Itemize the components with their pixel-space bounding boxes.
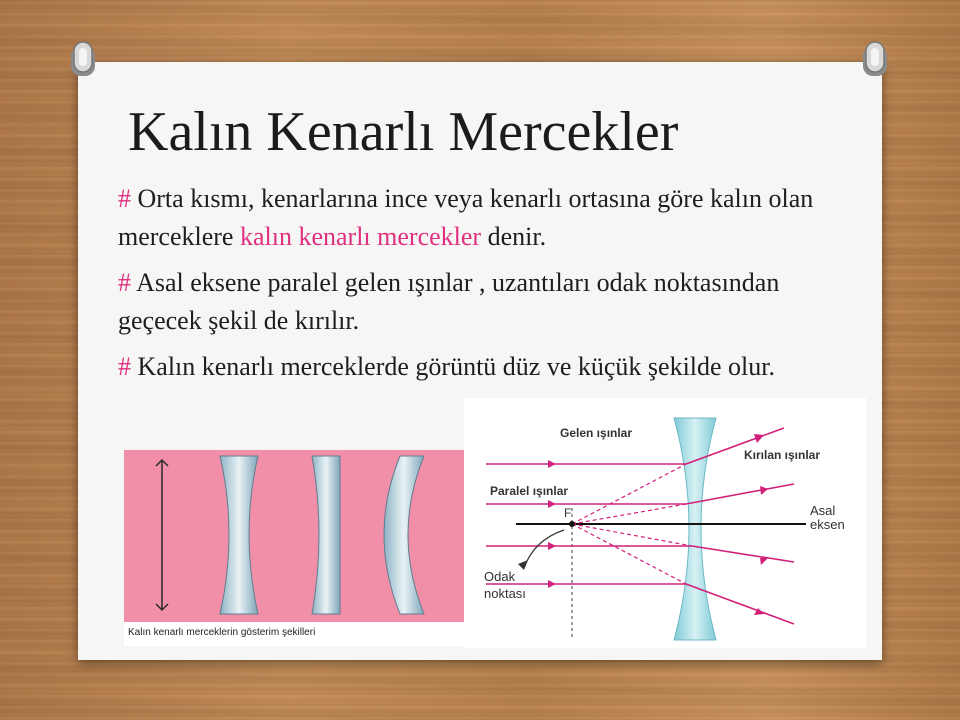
bullet-1-text-before: Orta kısmı, kenarlarına ince veya kenarlı ortasına göre kalın olan merceklere (118, 184, 814, 251)
bullet-2 (118, 264, 858, 340)
focus-pointer-arrow (524, 530, 564, 568)
label-focus: F (564, 506, 572, 520)
bullet-2-text: Asal eksene paralel gelen ışınlar , uzantıları odak noktasından geçecek şekil de kırılır. (118, 268, 780, 335)
slide-title: Kalın Kenarlı Mercekler (128, 101, 679, 163)
bullet-symbol: # (118, 268, 131, 297)
label-principal-axis: Asal eksen (810, 503, 845, 532)
ray-diagram-figure (464, 398, 866, 648)
concave-lens-icon (674, 418, 716, 640)
lens-shapes-figure (124, 450, 464, 646)
ray-diagram-illustration (464, 398, 866, 648)
bullet-3-text: Kalın kenarlı merceklerde görüntü düz ve küçük şekilde olur. (137, 352, 776, 381)
bullet-1 (118, 180, 858, 256)
label-parallel-rays: Paralel ışınlar (490, 484, 569, 498)
label-refracted-rays: Kırılan ışınlar (744, 448, 821, 462)
label-focal-point: Odak noktası (484, 569, 526, 601)
bullet-3 (118, 348, 858, 386)
bullet-symbol: # (118, 352, 131, 381)
bullet-1-text-after: denir. (481, 222, 547, 251)
label-incoming-rays: Gelen ışınlar (560, 426, 633, 440)
focus-point (569, 521, 575, 527)
binder-ring-right-icon (860, 40, 890, 78)
lens-figure-caption: Kalın kenarlı merceklerin gösterim şekilleri (128, 627, 316, 638)
lens-shapes-illustration (124, 450, 464, 626)
bullet-1-highlight: kalın kenarlı mercekler (239, 222, 482, 251)
bullet-symbol: # (118, 184, 131, 213)
binder-ring-left-icon (68, 40, 98, 78)
